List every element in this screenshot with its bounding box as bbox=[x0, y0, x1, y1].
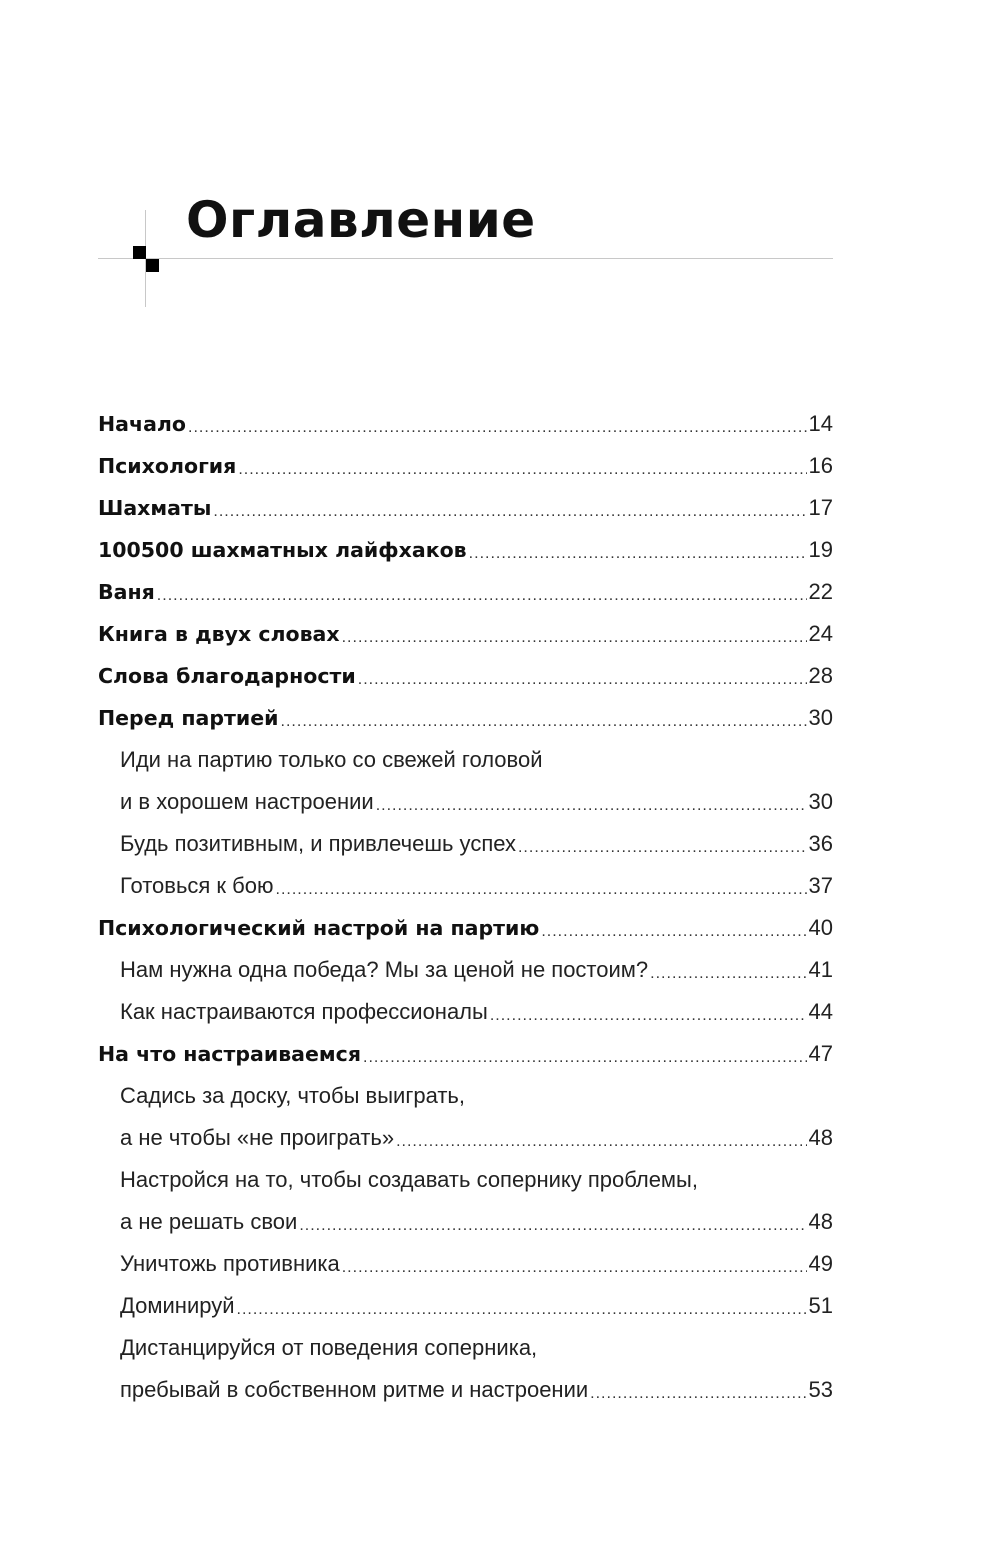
dot-leader bbox=[281, 711, 807, 733]
toc-entry-title: и в хорошем настроении bbox=[120, 789, 374, 814]
toc-entry bbox=[98, 445, 833, 487]
toc-entry-page-number: 47 bbox=[808, 1041, 833, 1066]
toc-entry bbox=[98, 613, 833, 655]
toc-entry-page-number: 30 bbox=[808, 705, 833, 730]
toc-entry bbox=[98, 1117, 833, 1159]
toc-entry-title: пребывай в собственном ритме и настроении bbox=[120, 1377, 589, 1402]
toc-entry-page-number: 51 bbox=[808, 1293, 833, 1318]
title-rule-horizontal bbox=[98, 258, 833, 259]
toc-entry-title: Настройся на то, чтобы создавать сопернику проблемы, bbox=[120, 1167, 698, 1192]
toc-entry-title: а не решать свои bbox=[120, 1209, 298, 1234]
toc-entry-title: Нам нужна одна победа? Мы за ценой не постоим? bbox=[120, 957, 649, 982]
dot-leader bbox=[396, 1131, 806, 1153]
toc-entry-title: Будь позитивным, и привлечешь успех bbox=[120, 831, 516, 856]
toc-entry-page-number: 16 bbox=[808, 453, 833, 478]
toc-entry bbox=[98, 991, 833, 1033]
toc-entry-title: Доминируй bbox=[120, 1293, 235, 1318]
toc-entry-title: На что настраиваемся bbox=[98, 1042, 361, 1066]
checker-square-icon bbox=[146, 259, 159, 272]
toc-entry bbox=[98, 1327, 833, 1369]
toc-entry-page-number: 48 bbox=[808, 1125, 833, 1150]
dot-leader bbox=[299, 1215, 806, 1237]
page-title: Оглавление bbox=[186, 191, 536, 249]
toc-entry-title: Начало bbox=[98, 412, 186, 436]
toc-entry-title: Готовься к бою bbox=[120, 873, 274, 898]
dot-leader bbox=[541, 921, 806, 943]
dot-leader bbox=[590, 1383, 806, 1405]
toc-entry bbox=[98, 697, 833, 739]
toc-entry-title: 100500 шахматных лайфхаков bbox=[98, 538, 467, 562]
toc-entry-page-number: 30 bbox=[808, 789, 833, 814]
toc-entry-page-number: 24 bbox=[808, 621, 833, 646]
toc-entry-title: Шахматы bbox=[98, 496, 212, 520]
toc-entry-page-number: 53 bbox=[808, 1377, 833, 1402]
toc-entry bbox=[98, 1201, 833, 1243]
toc-entry bbox=[98, 865, 833, 907]
table-of-contents bbox=[98, 403, 833, 1411]
checker-square-icon bbox=[133, 246, 146, 259]
toc-entry-page-number: 37 bbox=[808, 873, 833, 898]
dot-leader bbox=[157, 585, 807, 607]
toc-entry bbox=[98, 487, 833, 529]
toc-entry bbox=[98, 1075, 833, 1117]
toc-entry-title: Иди на партию только со свежей головой bbox=[120, 747, 543, 772]
toc-entry-page-number: 40 bbox=[808, 915, 833, 940]
dot-leader bbox=[188, 417, 807, 439]
toc-entry-page-number: 19 bbox=[808, 537, 833, 562]
dot-leader bbox=[238, 459, 806, 481]
toc-entry bbox=[98, 1159, 833, 1201]
toc-entry bbox=[98, 529, 833, 571]
toc-entry bbox=[98, 949, 833, 991]
dot-leader bbox=[518, 837, 807, 859]
toc-entry bbox=[98, 1033, 833, 1075]
toc-entry-page-number: 48 bbox=[808, 1209, 833, 1234]
toc-entry-page-number: 41 bbox=[808, 957, 833, 982]
toc-entry-page-number: 36 bbox=[808, 831, 833, 856]
dot-leader bbox=[650, 963, 806, 985]
toc-entry-page-number: 28 bbox=[808, 663, 833, 688]
toc-entry bbox=[98, 907, 833, 949]
dot-leader bbox=[213, 501, 806, 523]
toc-entry-title: Перед партией bbox=[98, 706, 279, 730]
dot-leader bbox=[363, 1047, 807, 1069]
toc-entry bbox=[98, 655, 833, 697]
toc-entry bbox=[98, 739, 833, 781]
toc-entry bbox=[98, 403, 833, 445]
toc-entry bbox=[98, 1285, 833, 1327]
toc-entry-title: Книга в двух словах bbox=[98, 622, 340, 646]
toc-entry-title: Психология bbox=[98, 454, 237, 478]
toc-entry-page-number: 49 bbox=[808, 1251, 833, 1276]
toc-entry-page-number: 22 bbox=[808, 579, 833, 604]
dot-leader bbox=[342, 627, 807, 649]
toc-entry-title: Садись за доску, чтобы выиграть, bbox=[120, 1083, 465, 1108]
toc-entry bbox=[98, 1369, 833, 1411]
toc-entry-title: Уничтожь противника bbox=[120, 1251, 340, 1276]
dot-leader bbox=[237, 1299, 807, 1321]
toc-entry bbox=[98, 781, 833, 823]
dot-leader bbox=[276, 879, 807, 901]
toc-entry bbox=[98, 823, 833, 865]
dot-leader bbox=[342, 1257, 807, 1279]
toc-entry-title: Как настраиваются профессионалы bbox=[120, 999, 488, 1024]
toc-entry-title: Ваня bbox=[98, 580, 155, 604]
dot-leader bbox=[469, 543, 807, 565]
toc-entry-page-number: 44 bbox=[808, 999, 833, 1024]
toc-entry-title: Психологический настрой на партию bbox=[98, 916, 540, 940]
dot-leader bbox=[376, 795, 807, 817]
toc-entry-title: Дистанцируйся от поведения соперника, bbox=[120, 1335, 538, 1360]
dot-leader bbox=[358, 669, 807, 691]
toc-entry bbox=[98, 1243, 833, 1285]
toc-entry bbox=[98, 571, 833, 613]
toc-entry-page-number: 14 bbox=[808, 411, 833, 436]
toc-entry-title: Слова благодарности bbox=[98, 664, 356, 688]
toc-entry-page-number: 17 bbox=[808, 495, 833, 520]
toc-entry-title: а не чтобы «не проиграть» bbox=[120, 1125, 395, 1150]
dot-leader bbox=[490, 1005, 807, 1027]
